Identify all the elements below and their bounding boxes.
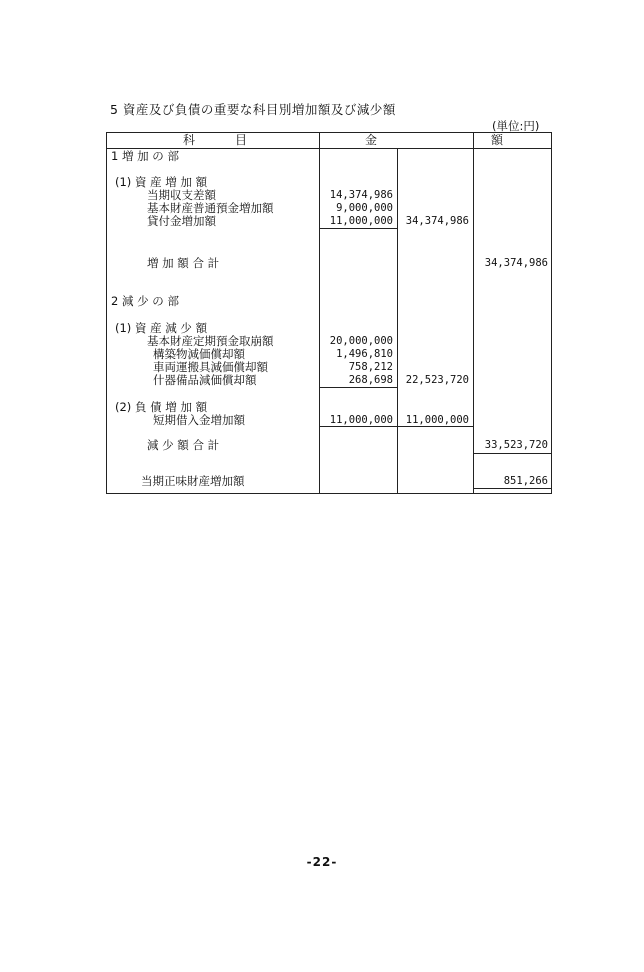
increase-item-value: 11,000,000 (329, 215, 393, 227)
decrease-section-heading: 2 減 少 の 部 (111, 294, 179, 308)
asset-decrease-item-label: 什器備品減価償却額 (153, 373, 257, 387)
increase-item-label: 貸付金増加額 (147, 214, 216, 228)
increase-item-value: 14,374,986 (329, 189, 393, 201)
header-kamoku-2: 目 (235, 133, 248, 147)
asset-decrease-item-label: 基本財産定期預金取崩額 (147, 334, 274, 348)
asset-decrease-item-value: 1,496,810 (336, 348, 393, 360)
header-gaku: 額 (491, 133, 504, 147)
increase-item-label: 当期収支差額 (147, 188, 216, 202)
increase-items-underline (319, 228, 397, 229)
section-title: 5 資産及び負債の重要な科目別増加額及び減少額 (110, 102, 396, 117)
asset-decrease-subheading: (1) 資 産 減 少 額 (115, 321, 208, 335)
asset-decrease-item-value: 758,212 (348, 361, 393, 373)
unit-label: (単位:円) (492, 119, 540, 133)
header-kamoku-1: 科 (183, 133, 196, 147)
column-divider (397, 148, 398, 493)
asset-decrease-item-label: 構築物減価償却額 (153, 347, 245, 361)
liability-subtotal-value: 11,000,000 (405, 414, 469, 426)
decrease-total-value: 33,523,720 (484, 439, 548, 451)
asset-decrease-item-label: 車両運搬具減価償却額 (153, 360, 268, 374)
decrease-total-label: 減 少 額 合 計 (147, 438, 220, 452)
increase-subtotal-value: 34,374,986 (405, 215, 469, 227)
header-kin: 金 (365, 133, 378, 147)
net-underline (473, 488, 551, 489)
asset-decrease-item-value: 268,698 (348, 374, 393, 386)
net-increase-label: 当期正味財産増加額 (141, 474, 245, 488)
increase-item-label: 基本財産普通預金増加額 (147, 201, 274, 215)
net-increase-value: 851,266 (503, 475, 548, 487)
decrease-asset-items-underline (319, 387, 397, 388)
liability-item-value: 11,000,000 (329, 414, 393, 426)
increase-decrease-table (106, 132, 552, 494)
asset-increase-subheading: (1) 資 産 増 加 額 (115, 175, 208, 189)
asset-decrease-item-value: 20,000,000 (329, 335, 393, 347)
increase-total-value: 34,374,986 (484, 257, 548, 269)
increase-section-heading: 1 増 加 の 部 (111, 149, 179, 163)
liability-increase-subheading: (2) 負 債 増 加 額 (115, 400, 208, 414)
column-divider (319, 133, 320, 493)
increase-total-label: 増 加 額 合 計 (147, 256, 220, 270)
increase-item-value: 9,000,000 (336, 202, 393, 214)
decrease-total-underline (473, 453, 551, 454)
page-number: -22- (306, 855, 338, 869)
liability-item-label: 短期借入金増加額 (153, 413, 245, 427)
asset-decrease-subtotal-value: 22,523,720 (405, 374, 469, 386)
